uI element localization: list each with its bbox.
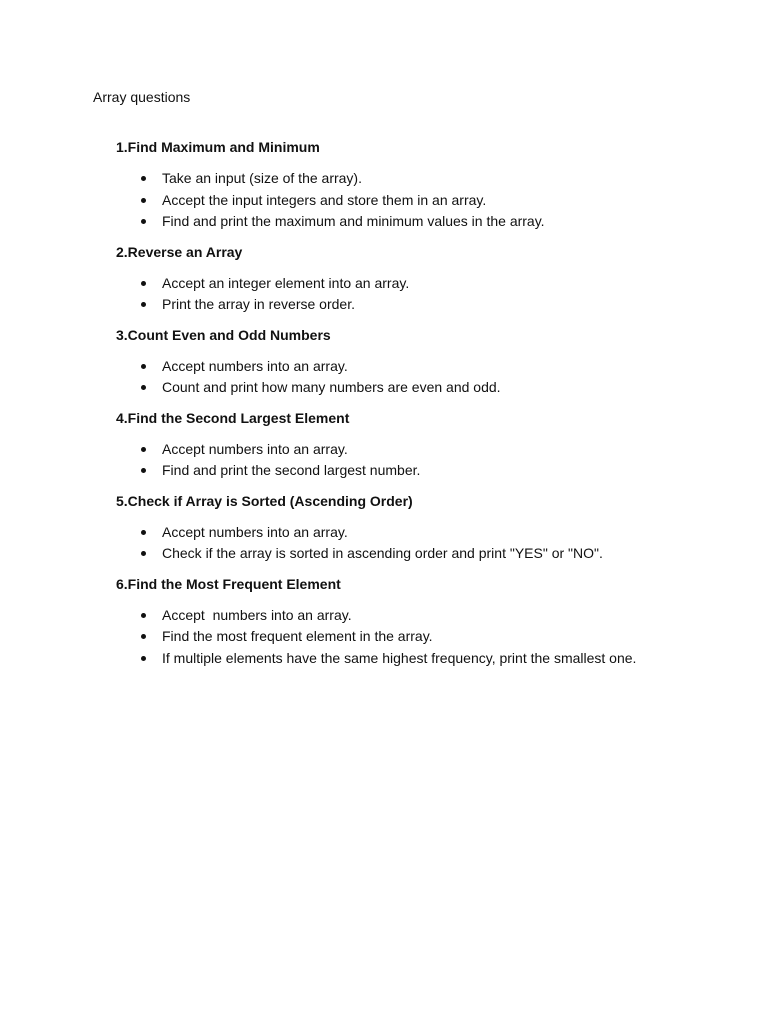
list-item — [116, 168, 736, 190]
list-item-text: Find the most frequent element in the array. — [162, 628, 433, 644]
section-heading: 4.Find the Second Largest Element — [116, 409, 350, 426]
bullet-list — [116, 605, 736, 670]
bullet-icon — [141, 447, 146, 452]
list-item-text: Accept numbers into an array. — [162, 523, 348, 540]
bullet-icon — [141, 198, 146, 203]
section-heading: 6.Find the Most Frequent Element — [116, 575, 341, 592]
bullet-list — [116, 522, 736, 565]
list-item — [116, 439, 736, 461]
bullet-icon — [141, 613, 146, 618]
list-item-text: Find and print the maximum and minimum values in the array. — [162, 213, 545, 229]
list-item — [116, 605, 736, 627]
sections-container — [116, 138, 736, 679]
bullet-list — [116, 439, 736, 482]
document-title: Array questions — [93, 89, 191, 105]
list-item-text: Accept numbers into an array. — [162, 606, 352, 623]
bullet-icon — [141, 551, 146, 556]
list-item-text: Accept numbers into an array. — [162, 440, 348, 457]
bullet-icon — [141, 468, 146, 473]
list-item — [116, 626, 736, 648]
bullet-icon — [141, 219, 146, 224]
section-2 — [116, 243, 736, 316]
section-heading: 2.Reverse an Array — [116, 243, 243, 260]
list-item — [116, 460, 736, 482]
list-item-text: If multiple elements have the same highest frequency, print the smallest one. — [162, 649, 637, 666]
list-item-text: Accept the input integers and store them in an array. — [162, 191, 487, 208]
bullet-icon — [141, 385, 146, 390]
section-6 — [116, 575, 736, 670]
list-item — [116, 273, 736, 295]
bullet-list — [116, 273, 736, 316]
section-4 — [116, 409, 736, 482]
bullet-list — [116, 356, 736, 399]
list-item-text: Count and print how many numbers are even and odd. — [162, 379, 501, 395]
section-heading: 3.Count Even and Odd Numbers — [116, 326, 331, 343]
list-item — [116, 648, 736, 670]
bullet-icon — [141, 302, 146, 307]
section-heading: 5.Check if Array is Sorted (Ascending Order) — [116, 492, 413, 509]
list-item-text: Take an input (size of the array). — [162, 170, 362, 186]
list-item-text: Accept an integer element into an array. — [162, 274, 410, 291]
section-heading: 1.Find Maximum and Minimum — [116, 139, 320, 155]
list-item — [116, 211, 736, 233]
list-item-text: Check if the array is sorted in ascending order and print "YES" or "NO". — [162, 545, 603, 561]
list-item — [116, 294, 736, 316]
section-5 — [116, 492, 736, 565]
list-item — [116, 356, 736, 378]
bullet-icon — [141, 530, 146, 535]
list-item — [116, 543, 736, 565]
bullet-icon — [141, 176, 146, 181]
bullet-icon — [141, 364, 146, 369]
bullet-icon — [141, 656, 146, 661]
list-item-text: Accept numbers into an array. — [162, 357, 348, 374]
section-3 — [116, 326, 736, 399]
list-item-text: Find and print the second largest number. — [162, 462, 421, 478]
bullet-list — [116, 168, 736, 233]
list-item — [116, 377, 736, 399]
section-1 — [116, 138, 736, 233]
bullet-icon — [141, 281, 146, 286]
bullet-icon — [141, 634, 146, 639]
list-item — [116, 522, 736, 544]
list-item — [116, 190, 736, 212]
list-item-text: Print the array in reverse order. — [162, 296, 355, 312]
